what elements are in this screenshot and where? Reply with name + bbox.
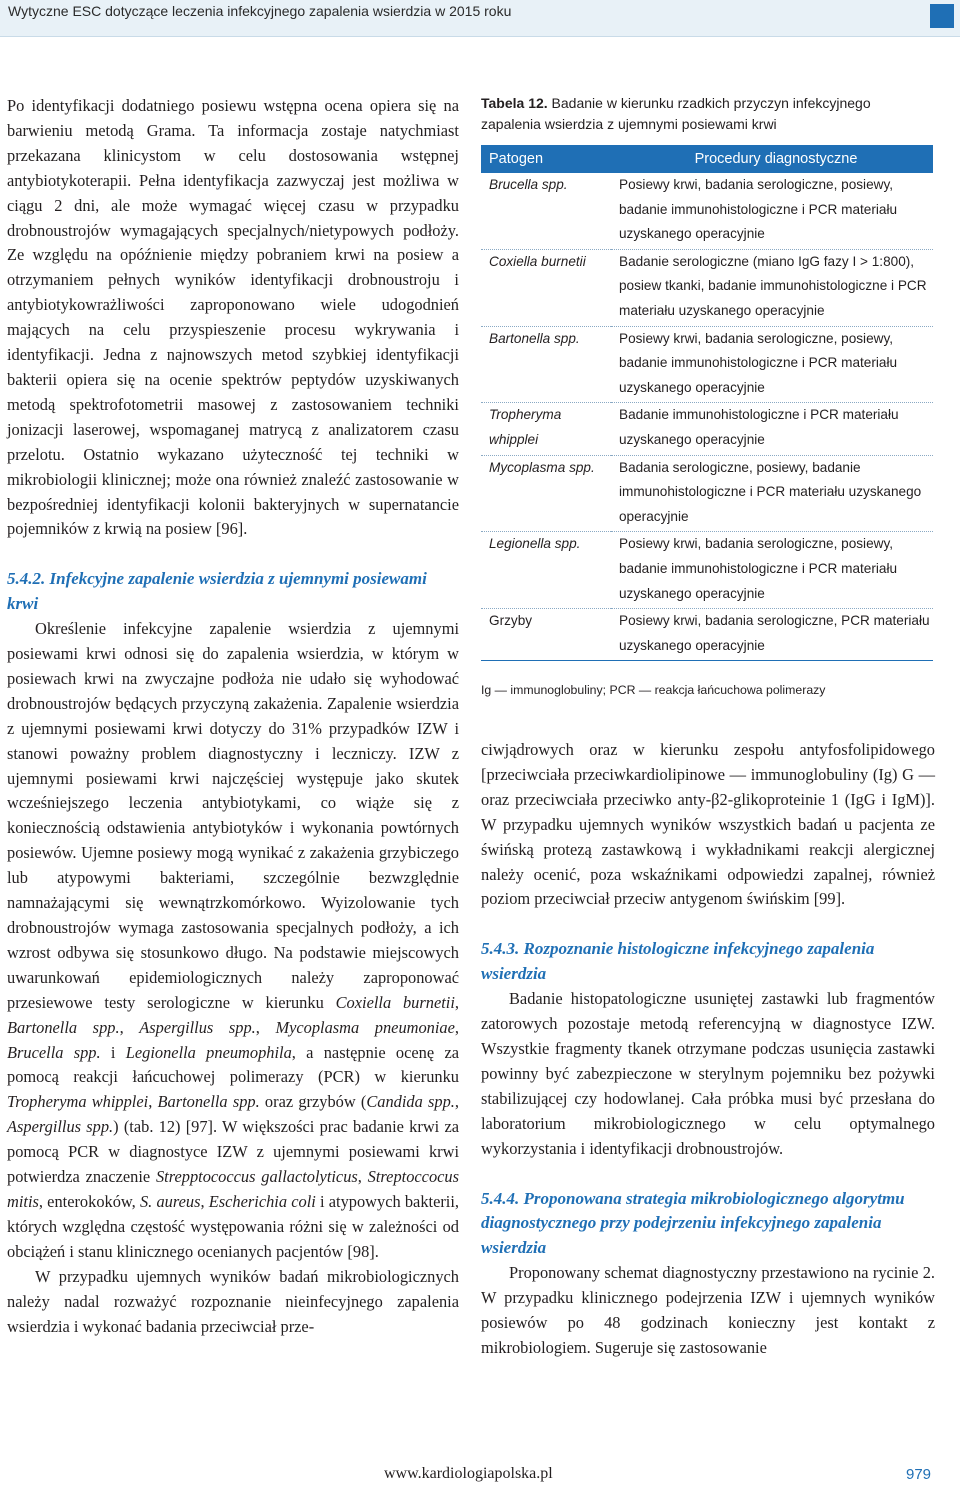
table-cell-procedure: Posiewy krwi, badania serologiczne, PCR materiału uzyskanego operacyjnie bbox=[611, 609, 933, 661]
section-heading-5-4-2: 5.4.2. Infekcyjne zapalenie wsierdzia z ujemnymi posiewami krwi bbox=[7, 569, 427, 614]
header-color-block bbox=[930, 4, 954, 28]
table-rare-causes bbox=[481, 145, 933, 661]
table-cell-procedure: Badanie immunohistologiczne i PCR materiału uzyskanego operacyjnie bbox=[611, 403, 933, 455]
table-cell-pathogen: Tropheryma whipplei bbox=[481, 403, 611, 455]
running-header bbox=[0, 0, 960, 37]
table-cell-pathogen: Bartonella spp. bbox=[481, 326, 611, 403]
running-header-title: Wytyczne ESC dotyczące leczenia infekcyjnego zapalenia wsierdzia w 2015 roku bbox=[8, 3, 512, 19]
table-header-pathogen: Patogen bbox=[481, 145, 611, 173]
table-cell-pathogen: Grzyby bbox=[481, 609, 611, 661]
table-cell-procedure: Posiewy krwi, badania serologiczne, posiewy, badanie immunohistologiczne i PCR materiału uzyskanego operacyjnie bbox=[611, 173, 933, 249]
paragraph-strategy: Proponowany schemat diagnostyczny przestawiono na rycinie 2. W przypadku klinicznego podejrzenia IZW i ujemnych wyników posiewów po 48 godzinach konieczny jest kontakt z mikrobiologiem. Sugeruje się zastosowanie bbox=[481, 1263, 935, 1357]
section-heading-5-4-4: 5.4.4. Proponowana strategia mikrobiologicznego algorytmu diagnostycznego przy podejrzeniu infekcyjnego zapalenia wsierdzia bbox=[481, 1188, 905, 1258]
table-cell-procedure: Posiewy krwi, badania serologiczne, posiewy, badanie immunohistologiczne i PCR materiału uzyskanego operacyjnie bbox=[611, 532, 933, 609]
table-row bbox=[481, 173, 933, 249]
table-caption: Tabela 12. Badanie w kierunku rzadkich przyczyn infekcyjnego zapalenia wsierdzia z ujemnymi posiewami krwi bbox=[481, 95, 871, 132]
table-footnote: Ig — immunoglobuliny; PCR — reakcja łańcuchowa polimerazy bbox=[481, 683, 826, 697]
paragraph-histology: Badanie histopatologiczne usuniętej zastawki lub fragmentów zatorowych pozostaje metodą referencyjną w diagnostyce IZW. Wszystkie fragmenty tkanek otrzymane podczas usunięcia zastawki powinny być zabezpieczone w sterylnym pojemniku bez pożywki stabilizującej czy hodowlanej. Cała próbka musi być przesłana do laboratorium mikrobiologicznego w celu optymalnego wykorzystania i identyfikacji drobnoustrojów. bbox=[481, 989, 935, 1158]
table-cell-procedure: Posiewy krwi, badania serologiczne, posiewy, badanie immunohistologiczne i PCR materiału uzyskanego operacyjnie bbox=[611, 326, 933, 403]
table-cell-procedure: Badanie serologiczne (miano IgG fazy I > 1:800), posiew tkanki, badanie immunohistologiczne i PCR materiału uzyskanego operacyjnie bbox=[611, 249, 933, 326]
table-cell-pathogen: Brucella spp. bbox=[481, 173, 611, 249]
left-column bbox=[7, 94, 459, 1339]
section-heading-5-4-3: 5.4.3. Rozpoznanie histologiczne infekcyjnego zapalenia wsierdzia bbox=[481, 939, 875, 984]
table-cell-procedure: Badania serologiczne, posiewy, badanie immunohistologiczne i PCR materiału uzyskanego operacyjnie bbox=[611, 455, 933, 532]
table-row bbox=[481, 455, 933, 532]
paragraph-negative-cultures: Określenie infekcyjne zapalenie wsierdzia z ujemnymi posiewami krwi odnosi się do zapalenia wsierdzia, w którym w posiewach krwi na zwyczajne podłoża nie udało się wyhodować drobnoustrojów będących przyczyną zakażenia. Zapalenie wsierdzia z ujemnymi posiewami krwi dotyczy do 31% przypadków IZW i stanowi poważny problem diagnostyczny i leczniczy. IZW z ujemnymi posiewami krwi najczęściej występuje jako skutek wcześniejszego leczenia antybiotykami, co wiąże się z koniecznością odstawienia antybiotyków i wykonania powtórnych posiewów. Ujemne posiewy mogą wynikać z zakażenia grzybiczego lub atypowymi bakteriami, szczególnie bezwzględnie namnażającymi się wewnątrzkomórkowo. Wyizolowanie tych drobnoustrojów wymaga zastosowania specjalnych podłoży, a ich wzrost odbywa się stosunkowo długo. Na podstawie miejscowych uwarunkowań epidemiologicznych należy zaproponować przesiewowe testy serologiczne w kierunku Coxiella burnetii, Bartonella spp., Aspergillus spp., Mycoplasma pneumoniae, Brucella spp. i Legionella pneumophila, a następnie ocenę za pomocą reakcji łańcuchowej polimerazy (PCR) w kierunku Tropheryma whipplei, Bartonella spp. oraz grzybów (Candida spp., Aspergillus spp.) (tab. 12) [97]. W większości prac badanie krwi za pomocą PCR w diagnostyce IZW z ujemnymi posiewami krwi potwierdza znaczenie Strepptococcus gallactolyticus, Streptoccocus mitis, enterokoków, S. aureus, Escherichia coli i atypowych bakterii, których względna częstość występowania różni się w zależności od obciążeń i stanu klinicznego ocenianych pacjentów [98]. bbox=[7, 619, 460, 1261]
right-column bbox=[481, 738, 935, 1361]
table-cell-pathogen: Coxiella burnetii bbox=[481, 249, 611, 326]
paragraph-antiphospholipid: ciwjądrowych oraz w kierunku zespołu antyfosfolipidowego [przeciwciała przeciwkardiolipinowe — immunoglobuliny (Ig) G — oraz przeciwciała przeciwko anty-β2-glikoproteinie 1 (IgG i IgM)]. W przypadku ujemnych wyników wszystkich badań u pacjenta ze świńską protezą zastawkową i wykładnikami reakcji alergicznej należy ocenić, poza wskaźnikami odpowiedzi zapalnej, również poziom przeciwciał przeciw antygenom świńskim [99]. bbox=[481, 740, 935, 909]
table-row bbox=[481, 326, 933, 403]
paragraph-noninfectious: W przypadku ujemnych wyników badań mikrobiologicznych należy nadal rozważyć rozpoznanie nieinfecyjnego zapalenia wsierdzia i wykonać badania przeciwciał prze- bbox=[7, 1266, 459, 1336]
paragraph-gram-staining: Po identyfikacji dodatniego posiewu wstępna ocena opiera się na barwieniu metodą Grama. Ta informacja zostaje natychmiast przekazana klinicystom w celu dostosowania wstępnej antybiotykoterapii. Pełna identyfikacja zazwyczaj jest możliwa w ciągu 2 dni, ale może wymagać więcej czasu w przypadku drobnoustrojów wymagających specjalnych/nietypowych podłoży. Ze względu na opóźnienie między pobraniem krwi na posiew a otrzymaniem pełnych wyników identyfikacji drobnoustroju i antybiotykowrażliwości zaproponowano wiele udogodnień mających na celu przyspieszenie procesu wykrywania i identyfikacji. Jedna z najnowszych metod szybkiej identyfikacji bakterii opiera się na ocenie spektrów peptydów uzyskiwanych metodą spektrofotometrii masowej z zastosowaniem techniki jonizacji laserowej, wspomaganej matrycą z analizatorem czasu przelotu. Ostatnio wykazano użyteczność tej techniki w mikrobiologii klinicznej; może ona również znaleźć zastosowanie w bezpośredniej identyfikacji kolonii bakteryjnych w supernatancie pojemników z krwią na posiew [96]. bbox=[7, 96, 459, 539]
table-row bbox=[481, 609, 933, 661]
table-row bbox=[481, 403, 933, 455]
page-number: 979 bbox=[906, 1466, 932, 1483]
table-cell-pathogen: Legionella spp. bbox=[481, 532, 611, 609]
table-cell-pathogen: Mycoplasma spp. bbox=[481, 455, 611, 532]
table-row bbox=[481, 532, 933, 609]
table-header-procedures: Procedury diagnostyczne bbox=[611, 145, 933, 173]
journal-url: www.kardiologiapolska.pl bbox=[384, 1465, 553, 1482]
table-row bbox=[481, 249, 933, 326]
